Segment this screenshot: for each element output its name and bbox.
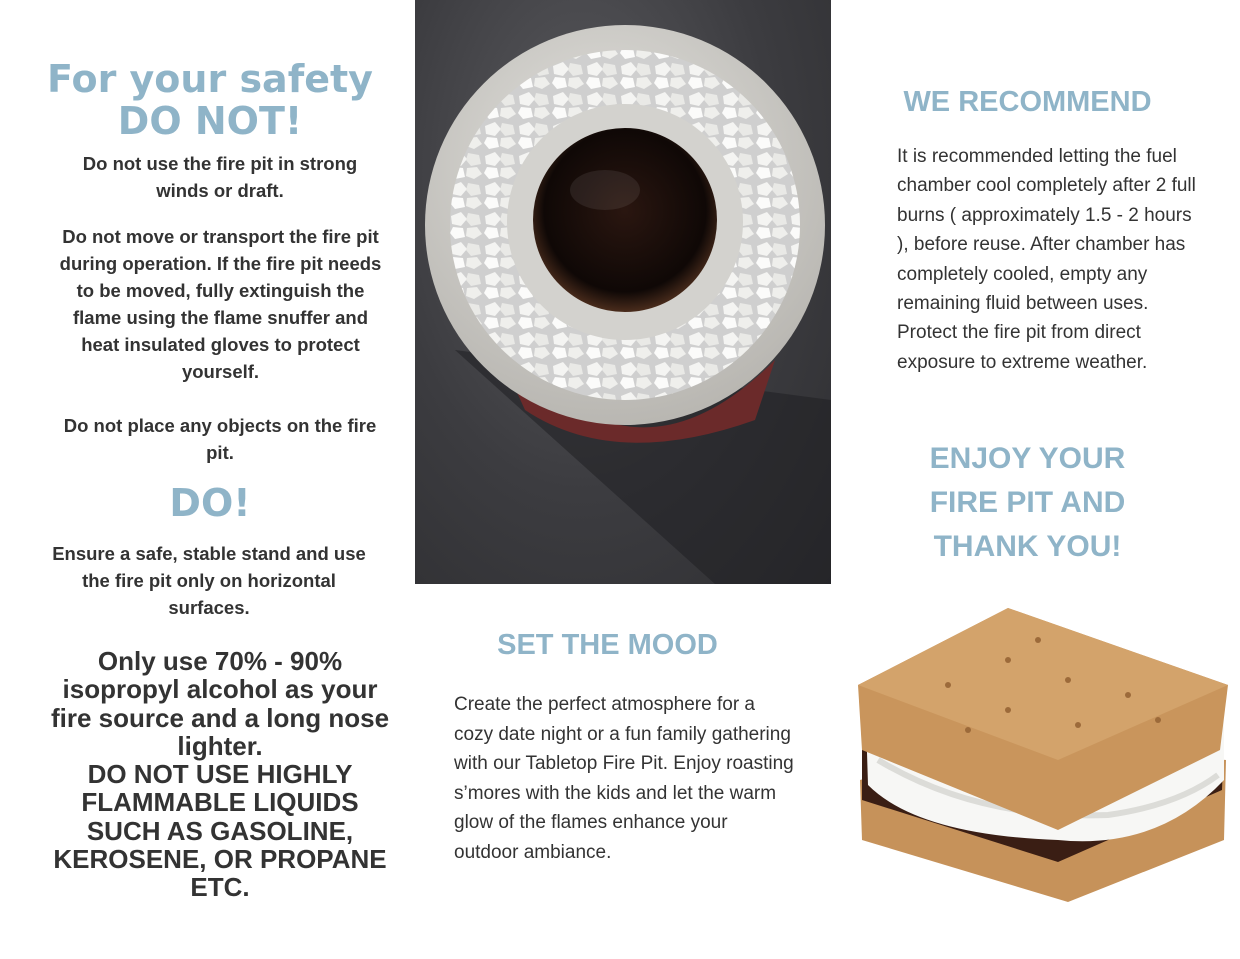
recommend-title: WE RECOMMEND bbox=[903, 86, 1152, 118]
mood-title: SET THE MOOD bbox=[497, 629, 718, 661]
thanks-message bbox=[900, 437, 1155, 569]
fuel-instruction: Only use 70% - 90% isopropyl alcohol as your fire source and a long nose lighter. bbox=[50, 646, 390, 761]
safety-title bbox=[40, 58, 380, 142]
firepit-illustration bbox=[415, 0, 831, 584]
fuel-warning bbox=[50, 647, 390, 902]
do-rule: Ensure a safe, stable stand and use the fire pit only on horizontal surfaces. bbox=[52, 543, 366, 618]
thanks-line2: FIRE PIT AND bbox=[929, 486, 1126, 519]
rule-objects: Do not place any objects on the fire pit. bbox=[63, 415, 377, 463]
do-title: DO! bbox=[169, 481, 251, 525]
rule-wind: Do not use the fire pit in strong winds or draft. bbox=[82, 153, 358, 201]
smore-illustration bbox=[858, 600, 1230, 910]
safety-title-line2: DO NOT! bbox=[117, 99, 303, 143]
thanks-line1: ENJOY YOUR bbox=[929, 442, 1126, 475]
rule-move: Do not move or transport the fire pit during operation. If the fire pit needs to be moved, fully extinguish the flame using the flame snuffer and heat insulated gloves to protect yourself. bbox=[59, 226, 382, 382]
firepit-photo bbox=[415, 0, 831, 584]
recommend-body: It is recommended letting the fuel chamber cool completely after 2 full burns ( approximately 1.5 - 2 hours ), before reuse. After chamber has completely cooled, empty any remaining fluid between uses. Protect the fire pit from direct exposure to extreme weather. bbox=[897, 146, 1196, 373]
mood-body: Create the perfect atmosphere for a cozy date night or a fun family gathering with our Tabletop Fire Pit. Enjoy roasting s’mores with the kids and let the warm glow of the flames enhance your outdoor ambiance. bbox=[454, 694, 794, 863]
smore-photo bbox=[858, 600, 1230, 910]
fuel-prohibition: DO NOT USE HIGHLY FLAMMABLE LIQUIDS SUCH AS GASOLINE, KEROSENE, OR PROPANE ETC. bbox=[53, 759, 387, 903]
safety-title-line1: For your safety bbox=[47, 57, 373, 101]
thanks-line3: THANK YOU! bbox=[933, 530, 1122, 563]
